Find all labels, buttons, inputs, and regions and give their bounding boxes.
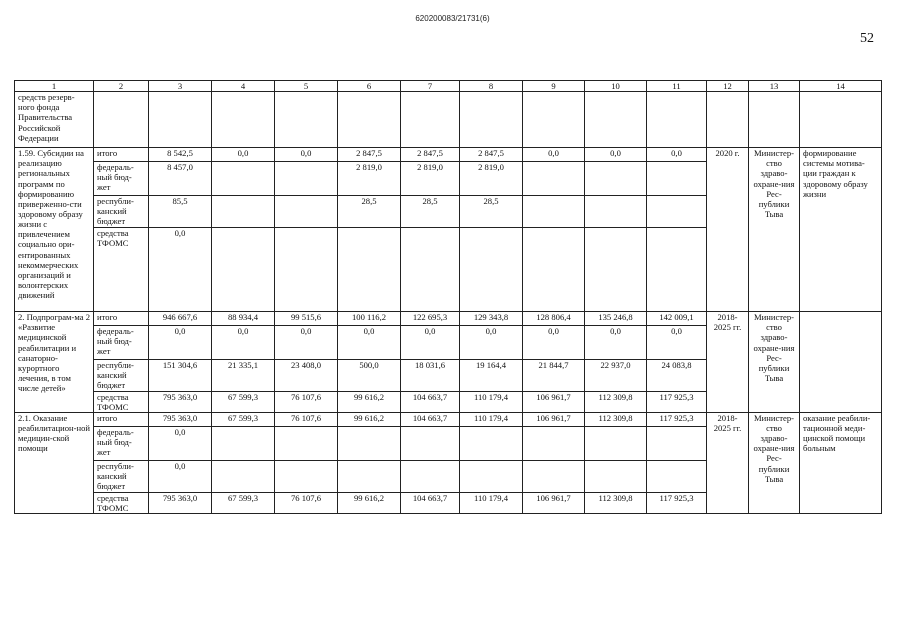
expected-result-cell: оказание реабили-тационной меди-цинской помощи больным: [800, 412, 882, 513]
executor-cell: Министер-ство здраво-охране-ния Рес-публики Тыва: [749, 312, 800, 413]
amount-cell: 0,0: [149, 426, 212, 460]
amount-cell: [275, 228, 338, 312]
amount-cell: 946 667,6: [149, 312, 212, 326]
amount-cell: [338, 426, 401, 460]
amount-cell: 117 925,3: [647, 391, 707, 412]
amount-cell: 795 363,0: [149, 412, 212, 426]
amount-cell: 76 107,6: [275, 492, 338, 513]
expected-result-cell: формирование системы мотива-ции граждан к здоровому образу жизни: [800, 148, 882, 312]
amount-cell: 99 616,2: [338, 412, 401, 426]
amount-cell: 135 246,8: [585, 312, 647, 326]
amount-cell: 21 335,1: [212, 360, 275, 391]
amount-cell: 0,0: [338, 326, 401, 360]
amount-cell: 104 663,7: [401, 391, 460, 412]
empty-cell: [401, 92, 460, 148]
amount-cell: 151 304,6: [149, 360, 212, 391]
funding-source-cell: федераль-ный бюд-жет: [94, 326, 149, 360]
executor-cell: Министер-ство здраво-охране-ния Рес-публики Тыва: [749, 148, 800, 312]
expected-result-cell: [800, 312, 882, 413]
amount-cell: [212, 228, 275, 312]
header-cell: 5: [275, 81, 338, 92]
amount-cell: 28,5: [401, 196, 460, 228]
amount-cell: 110 179,4: [460, 412, 523, 426]
amount-cell: [523, 162, 585, 196]
amount-cell: [212, 426, 275, 460]
amount-cell: 21 844,7: [523, 360, 585, 391]
amount-cell: 22 937,0: [585, 360, 647, 391]
amount-cell: 85,5: [149, 196, 212, 228]
amount-cell: [212, 162, 275, 196]
amount-cell: [647, 196, 707, 228]
amount-cell: 8 542,5: [149, 148, 212, 162]
amount-cell: 19 164,4: [460, 360, 523, 391]
amount-cell: 8 457,0: [149, 162, 212, 196]
amount-cell: 0,0: [275, 148, 338, 162]
amount-cell: 18 031,6: [401, 360, 460, 391]
header-cell: 11: [647, 81, 707, 92]
amount-cell: 795 363,0: [149, 391, 212, 412]
amount-cell: 28,5: [338, 196, 401, 228]
empty-cell: [707, 92, 749, 148]
amount-cell: 122 695,3: [401, 312, 460, 326]
amount-cell: [523, 196, 585, 228]
funding-source-cell: итого: [94, 412, 149, 426]
empty-cell: [523, 92, 585, 148]
amount-cell: [585, 196, 647, 228]
amount-cell: [523, 228, 585, 312]
amount-cell: [460, 228, 523, 312]
amount-cell: [212, 460, 275, 492]
table-row: [15, 148, 882, 162]
funding-source-cell: средства ТФОМС: [94, 391, 149, 412]
amount-cell: 0,0: [212, 326, 275, 360]
executor-cell: Министер-ство здраво-охране-ния Рес-публики Тыва: [749, 412, 800, 513]
page-number: 52: [860, 31, 874, 46]
table-row: [15, 412, 882, 426]
amount-cell: [212, 196, 275, 228]
empty-cell: [212, 92, 275, 148]
amount-cell: [585, 460, 647, 492]
header-cell: 7: [401, 81, 460, 92]
amount-cell: 76 107,6: [275, 412, 338, 426]
amount-cell: [647, 228, 707, 312]
section-name-cell: 1.59. Субсидии на реализацию региональных программ по формированию приверженно-сти здоровому образу жизни с привлечением социально ори-ентированных некоммерческих организаций и волонтерских движений: [15, 148, 94, 312]
amount-cell: 2 847,5: [401, 148, 460, 162]
amount-cell: 100 116,2: [338, 312, 401, 326]
header-cell: 2: [94, 81, 149, 92]
amount-cell: 106 961,7: [523, 412, 585, 426]
header-cell: 4: [212, 81, 275, 92]
funding-source-cell: федераль-ный бюд-жет: [94, 426, 149, 460]
header-cell: 1: [15, 81, 94, 92]
header-cell: 14: [800, 81, 882, 92]
period-cell: 2020 г.: [707, 148, 749, 312]
empty-cell: [647, 92, 707, 148]
amount-cell: [401, 228, 460, 312]
amount-cell: 112 309,8: [585, 412, 647, 426]
empty-cell: [94, 92, 149, 148]
header-cell: 10: [585, 81, 647, 92]
empty-cell: [800, 92, 882, 148]
amount-cell: [401, 426, 460, 460]
header-row: [15, 81, 882, 92]
amount-cell: 0,0: [149, 460, 212, 492]
amount-cell: [585, 162, 647, 196]
section-name-cell: 2.1. Оказание реабилитацион-ной медицин-ской помощи: [15, 412, 94, 513]
amount-cell: [523, 460, 585, 492]
amount-cell: [275, 162, 338, 196]
amount-cell: [275, 426, 338, 460]
amount-cell: 67 599,3: [212, 391, 275, 412]
amount-cell: [275, 460, 338, 492]
section-name-cell: 2. Подпрограм-ма 2 «Развитие медицинской реабилитации и санаторно-курортного лечения, в том числе детей»: [15, 312, 94, 413]
funding-source-cell: средства ТФОМС: [94, 492, 149, 513]
amount-cell: 0,0: [585, 148, 647, 162]
header-cell: 8: [460, 81, 523, 92]
document-code: 620200083/21731(6): [415, 14, 490, 23]
amount-cell: [647, 460, 707, 492]
empty-cell: [460, 92, 523, 148]
amount-cell: 2 819,0: [460, 162, 523, 196]
amount-cell: [647, 162, 707, 196]
amount-cell: 112 309,8: [585, 391, 647, 412]
amount-cell: [585, 426, 647, 460]
header-cell: 6: [338, 81, 401, 92]
amount-cell: 0,0: [647, 326, 707, 360]
header-cell: 13: [749, 81, 800, 92]
amount-cell: 0,0: [212, 148, 275, 162]
period-cell: 2018-2025 гг.: [707, 312, 749, 413]
section-name-cell: средств резерв-ного фонда Правительства Российской Федерации: [15, 92, 94, 148]
amount-cell: 2 847,5: [460, 148, 523, 162]
funding-source-cell: итого: [94, 148, 149, 162]
empty-cell: [275, 92, 338, 148]
period-cell: 2018-2025 гг.: [707, 412, 749, 513]
empty-cell: [749, 92, 800, 148]
amount-cell: [460, 426, 523, 460]
amount-cell: 23 408,0: [275, 360, 338, 391]
amount-cell: 129 343,8: [460, 312, 523, 326]
header-cell: 12: [707, 81, 749, 92]
empty-cell: [149, 92, 212, 148]
amount-cell: 106 961,7: [523, 391, 585, 412]
budget-table: [14, 80, 882, 514]
amount-cell: 110 179,4: [460, 391, 523, 412]
amount-cell: 88 934,4: [212, 312, 275, 326]
amount-cell: 0,0: [401, 326, 460, 360]
amount-cell: 99 616,2: [338, 492, 401, 513]
funding-source-cell: республи-канский бюджет: [94, 460, 149, 492]
amount-cell: [647, 426, 707, 460]
amount-cell: 0,0: [149, 326, 212, 360]
funding-source-cell: средства ТФОМС: [94, 228, 149, 312]
amount-cell: 0,0: [523, 326, 585, 360]
amount-cell: [338, 460, 401, 492]
amount-cell: 76 107,6: [275, 391, 338, 412]
funding-source-cell: республи-канский бюджет: [94, 360, 149, 391]
amount-cell: 99 515,6: [275, 312, 338, 326]
amount-cell: 500,0: [338, 360, 401, 391]
amount-cell: 106 961,7: [523, 492, 585, 513]
amount-cell: [523, 426, 585, 460]
amount-cell: 117 925,3: [647, 412, 707, 426]
amount-cell: 795 363,0: [149, 492, 212, 513]
amount-cell: 0,0: [585, 326, 647, 360]
funding-source-cell: федераль-ный бюд-жет: [94, 162, 149, 196]
amount-cell: 128 806,4: [523, 312, 585, 326]
amount-cell: 104 663,7: [401, 412, 460, 426]
amount-cell: 2 819,0: [338, 162, 401, 196]
amount-cell: 67 599,3: [212, 492, 275, 513]
amount-cell: 112 309,8: [585, 492, 647, 513]
amount-cell: 0,0: [647, 148, 707, 162]
amount-cell: [275, 196, 338, 228]
amount-cell: [460, 460, 523, 492]
amount-cell: 99 616,2: [338, 391, 401, 412]
header-cell: 9: [523, 81, 585, 92]
funding-source-cell: итого: [94, 312, 149, 326]
empty-cell: [338, 92, 401, 148]
amount-cell: 24 083,8: [647, 360, 707, 391]
amount-cell: [401, 460, 460, 492]
amount-cell: 0,0: [149, 228, 212, 312]
amount-cell: 110 179,4: [460, 492, 523, 513]
amount-cell: 0,0: [460, 326, 523, 360]
amount-cell: 28,5: [460, 196, 523, 228]
amount-cell: 117 925,3: [647, 492, 707, 513]
amount-cell: 2 819,0: [401, 162, 460, 196]
amount-cell: 2 847,5: [338, 148, 401, 162]
amount-cell: [585, 228, 647, 312]
header-cell: 3: [149, 81, 212, 92]
amount-cell: 67 599,3: [212, 412, 275, 426]
amount-cell: 0,0: [523, 148, 585, 162]
empty-cell: [585, 92, 647, 148]
table-row: [15, 92, 882, 148]
amount-cell: [338, 228, 401, 312]
amount-cell: 0,0: [275, 326, 338, 360]
funding-source-cell: республи-канский бюджет: [94, 196, 149, 228]
table-row: [15, 312, 882, 326]
amount-cell: 142 009,1: [647, 312, 707, 326]
amount-cell: 104 663,7: [401, 492, 460, 513]
